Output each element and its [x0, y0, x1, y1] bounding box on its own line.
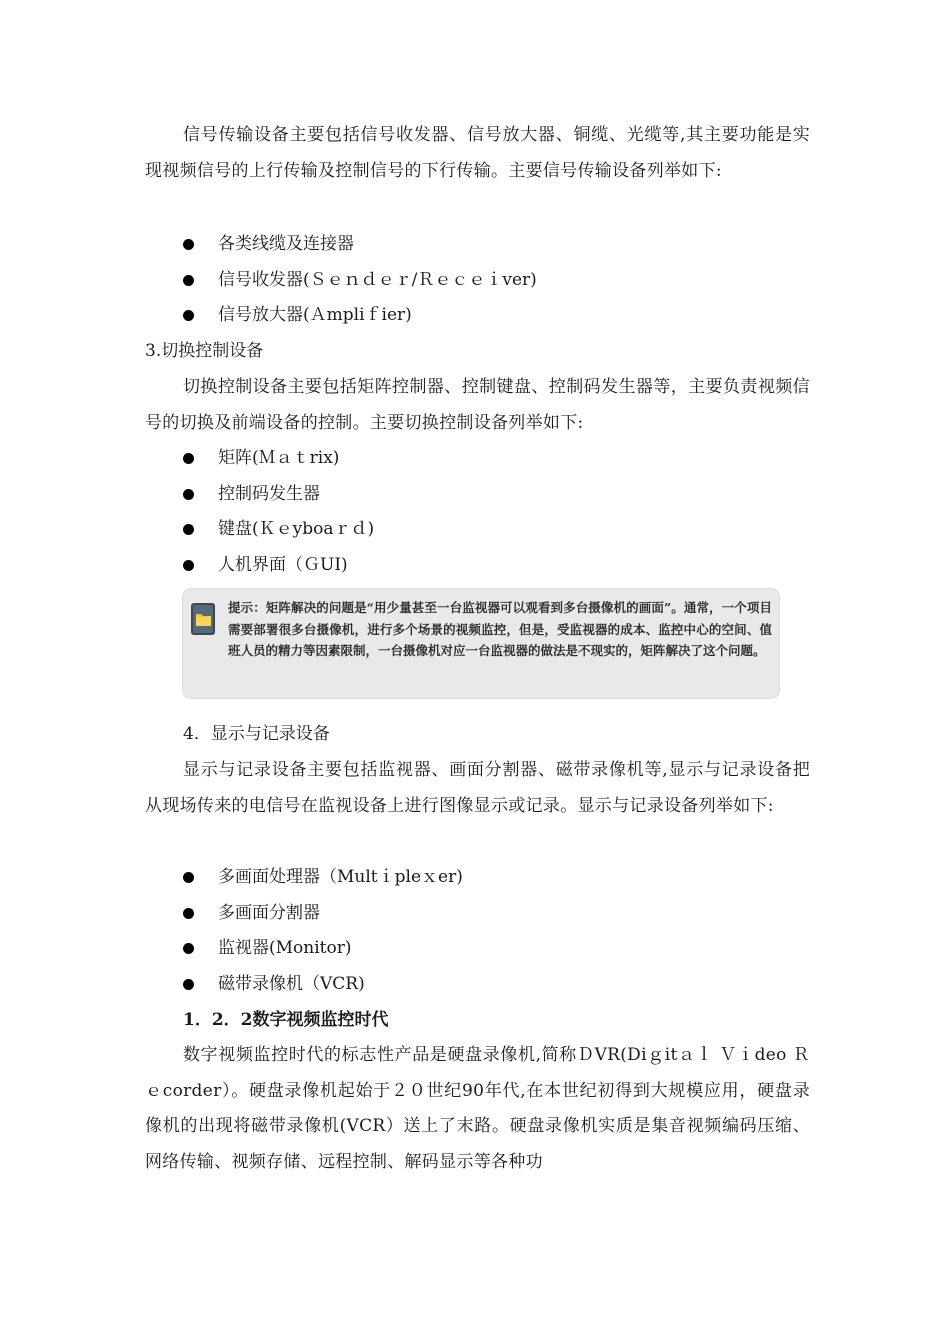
switch-control-paragraph: 切换控制设备主要包括矩阵控制器、控制键盘、控制码发生器等，主要负责视频信号的切换及前端设备的控制。主要切换控制设备列举如下: [145, 377, 810, 433]
list-item: 信号放大器(Ａmpliｆier) [183, 298, 537, 334]
bullet-icon [183, 943, 194, 954]
display-device-list [183, 860, 463, 1002]
signal-device-list [183, 227, 537, 334]
list-item: 多画面处理器（Multｉpleｘer) [183, 860, 463, 896]
list-item: 监视器(Monitor) [183, 931, 463, 967]
tip-callout [182, 588, 780, 699]
bullet-icon [183, 524, 194, 535]
switch-device-list [183, 441, 374, 583]
bullet-icon [183, 275, 194, 286]
bullet-icon [183, 908, 194, 919]
list-item: 控制码发生器 [183, 477, 374, 513]
bullet-icon [183, 310, 194, 321]
bullet-icon [183, 979, 194, 990]
list-item: 信号收发器(Ｓｅｎｄｅｒ/Ｒｅｃｅｉver) [183, 263, 537, 299]
bullet-icon [183, 239, 194, 250]
list-item: 矩阵(Ｍａｔrix) [183, 441, 374, 477]
digital-era-heading: 1．2．2数字视频监控时代 [183, 1010, 389, 1030]
bullet-icon [183, 489, 194, 500]
digital-era-paragraph: 数字视频监控时代的标志性产品是硬盘录像机,简称ＤVR(Diｇitａｌ Ｖｉdeo Ｒｅcorder）。硬盘录像机起始于２０世纪90年代,在本世纪初得到大规模应用，硬盘录像机的出现将磁带录像机(VCR）送上了末路。硬盘录像机实质是集音视频编码压缩、网络传输、视频存储、远程控制、解码显示等各种功 [145, 1045, 810, 1172]
tip-text: 提示：矩阵解决的问题是“用少量甚至一台监视器可以观看到多台摄像机的画面”。通常，一个项目需要部署很多台摄像机，进行多个场景的视频监控，但是，受监视器的成本、监控中心的空间、值班人员的精力等因素限制，一台摄像机对应一台监视器的做法是不现实的，矩阵解决了这个问题。 [228, 600, 772, 658]
list-item: 多画面分割器 [183, 896, 463, 932]
bullet-icon [183, 560, 194, 571]
list-item: 人机界面（ＧUI) [183, 548, 374, 584]
display-record-paragraph: 显示与记录设备主要包括监视器、画面分割器、磁带录像机等,显示与记录设备把从现场传来的电信号在监视设备上进行图像显示或记录。显示与记录设备列举如下: [145, 760, 810, 816]
list-item: 磁带录像机（VCR) [183, 967, 463, 1003]
list-item: 各类线缆及连接器 [183, 227, 537, 263]
signal-transmission-paragraph: 信号传输设备主要包括信号收发器、信号放大器、铜缆、光缆等,其主要功能是实现视频信号的上行传输及控制信号的下行传输。主要信号传输设备列举如下: [145, 125, 810, 181]
bullet-icon [183, 872, 194, 883]
switch-control-heading: 3.切换控制设备 [145, 341, 264, 361]
list-item: 键盘(Ｋｅyboaｒｄ) [183, 512, 374, 548]
folder-note-icon [190, 602, 216, 636]
display-record-heading: 4．显示与记录设备 [183, 724, 330, 744]
bullet-icon [183, 453, 194, 464]
